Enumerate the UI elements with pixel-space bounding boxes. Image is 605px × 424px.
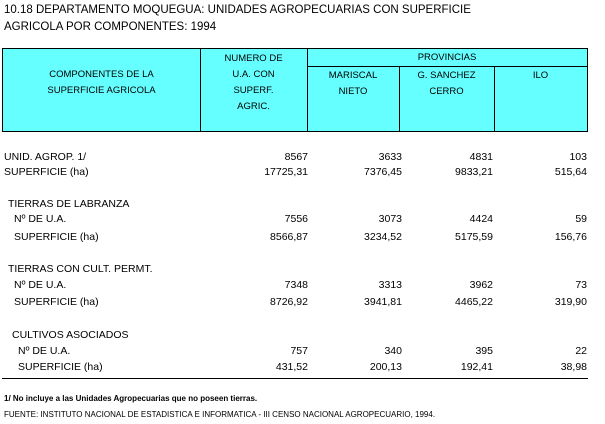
cell-total: 17725,31 — [264, 166, 308, 178]
header-sanchez-line2: CERRO — [429, 86, 464, 97]
header-ilo: ILO — [532, 70, 549, 81]
header-components-line2: SUPERFICIE AGRICOLA — [47, 85, 156, 96]
table-row — [0, 278, 605, 293]
cell-total: 8726,92 — [270, 296, 308, 308]
row-label: Nº DE U.A. — [14, 213, 67, 225]
table-row — [0, 344, 605, 359]
table-row — [0, 212, 605, 227]
table-title-line1: 10.18 DEPARTAMENTO MOQUEGUA: UNIDADES AGROPECUARIAS CON SUPERFICIE — [4, 4, 471, 16]
cell-ilo: 73 — [575, 279, 587, 291]
cell-mariscal-nieto: 3073 — [378, 213, 402, 225]
cell-mariscal-nieto: 3633 — [378, 151, 402, 163]
cell-mariscal-nieto: 3941,81 — [364, 296, 402, 308]
row-label: Nº DE U.A. — [18, 345, 71, 357]
cell-mariscal-nieto: 200,13 — [369, 361, 402, 373]
header-components-line1: COMPONENTES DE LA — [49, 69, 154, 80]
table-row — [0, 295, 605, 310]
row-label: SUPERFICIE (ha) — [14, 231, 99, 243]
table-header — [2, 48, 588, 132]
cell-ilo: 515,64 — [554, 166, 587, 178]
table-row — [0, 360, 605, 375]
cell-sanchez-cerro: 4831 — [469, 151, 493, 163]
header-mariscal-line2: NIETO — [338, 86, 368, 97]
cell-mariscal-nieto: 3313 — [378, 279, 402, 291]
header-mariscal-line1: MARISCAL — [328, 70, 378, 81]
cell-sanchez-cerro: 9833,21 — [455, 166, 493, 178]
table-title-line2: AGRICOLA POR COMPONENTES: 1994 — [4, 21, 217, 33]
cell-sanchez-cerro: 192,41 — [460, 361, 493, 373]
cell-sanchez-cerro: 4424 — [469, 213, 493, 225]
cell-ilo: 319,90 — [554, 296, 587, 308]
row-label: SUPERFICIE (ha) — [14, 296, 99, 308]
cell-ilo: 103 — [569, 151, 587, 163]
header-sanchez-cerro — [399, 68, 494, 100]
row-label: SUPERFICIE (ha) — [4, 166, 89, 178]
table-row — [0, 230, 605, 245]
table-row — [0, 165, 605, 180]
footnote: 1/ No incluye a las Unidades Agropecuarias que no poseen tierras. — [4, 394, 258, 403]
header-number-line4: AGRIC. — [237, 101, 270, 112]
cell-sanchez-cerro: 3962 — [469, 279, 493, 291]
section-heading — [0, 197, 605, 212]
header-provinces: PROVINCIAS — [417, 52, 477, 63]
cell-total: 8566,87 — [270, 231, 308, 243]
header-number-line2: U.A. CON — [232, 69, 275, 80]
header-mariscal-nieto — [307, 68, 399, 100]
section-heading — [0, 328, 605, 343]
cell-ilo: 156,76 — [554, 231, 587, 243]
row-label: Nº DE U.A. — [14, 279, 67, 291]
header-number-line3: SUPERF. — [233, 85, 274, 96]
cell-total: 431,52 — [275, 361, 308, 373]
cell-mariscal-nieto: 7376,45 — [364, 166, 402, 178]
cell-sanchez-cerro: 395 — [475, 345, 493, 357]
header-components — [3, 67, 200, 99]
section-label: TIERRAS CON CULT. PERMT. — [8, 263, 153, 275]
header-number — [200, 51, 307, 115]
cell-ilo: 38,98 — [560, 361, 587, 373]
section-heading — [0, 262, 605, 277]
cell-sanchez-cerro: 4465,22 — [455, 296, 493, 308]
cell-mariscal-nieto: 340 — [384, 345, 402, 357]
cell-total: 7348 — [284, 279, 308, 291]
table-row — [0, 150, 605, 165]
cell-mariscal-nieto: 3234,52 — [364, 231, 402, 243]
header-sanchez-line1: G. SANCHEZ — [417, 70, 476, 81]
section-label: TIERRAS DE LABRANZA — [8, 198, 130, 210]
header-divider — [307, 66, 587, 67]
row-label: UNID. AGROP. 1/ — [4, 151, 87, 163]
cell-total: 8567 — [284, 151, 308, 163]
source-note: FUENTE: INSTITUTO NACIONAL DE ESTADISTICA E INFORMATICA - III CENSO NACIONAL AGROPECUARIO, 1994. — [4, 410, 436, 419]
cell-total: 7556 — [284, 213, 308, 225]
cell-ilo: 22 — [575, 345, 587, 357]
cell-ilo: 59 — [575, 213, 587, 225]
header-number-line1: NUMERO DE — [224, 53, 283, 64]
row-label: SUPERFICIE (ha) — [18, 361, 103, 373]
cell-total: 757 — [290, 345, 308, 357]
cell-sanchez-cerro: 5175,59 — [455, 231, 493, 243]
table-bottom-rule — [2, 378, 588, 379]
section-label: CULTIVOS ASOCIADOS — [12, 329, 129, 341]
